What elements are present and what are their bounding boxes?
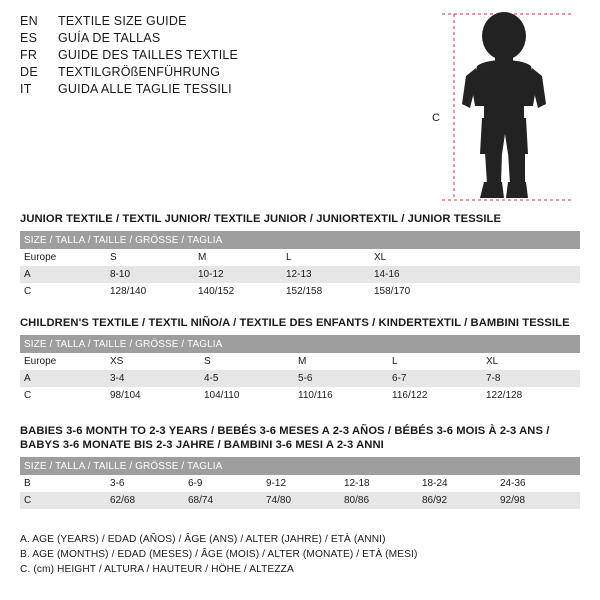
row-label: B <box>24 478 31 489</box>
cell: 158/170 <box>374 286 411 297</box>
cell: 86/92 <box>422 495 448 506</box>
language-title: GUÍA DE TALLAS <box>58 31 161 45</box>
language-code: IT <box>20 82 32 96</box>
cell: L <box>392 356 398 367</box>
cell: 6-9 <box>188 478 203 489</box>
section-title: CHILDREN'S TEXTILE / TEXTIL NIÑO/A / TEXTILE DES ENFANTS / KINDERTEXTIL / BAMBINI TESSILE <box>20 317 570 329</box>
cell: 116/122 <box>392 390 428 401</box>
cell: 10-12 <box>198 269 224 280</box>
language-header <box>20 14 440 99</box>
language-row <box>20 82 440 96</box>
cell: 92/98 <box>500 495 526 506</box>
cell: 6-7 <box>392 373 407 384</box>
section-junior <box>20 212 580 300</box>
legend-notes <box>20 533 580 577</box>
cell: M <box>198 252 207 263</box>
table-row <box>20 370 580 387</box>
cell: M <box>298 356 307 367</box>
cell: 24-36 <box>500 478 526 489</box>
language-code: DE <box>20 65 38 79</box>
section-title: BABIES 3-6 MONTH TO 2-3 YEARS / BEBÉS 3-6 MESES A 2-3 AÑOS / BÉBÉS 3-6 MOIS À 2-3 ANS / BABYS 3-6 MONATE BIS 2-3 JAHRE / BAMBINI 3-6 MESI A 2-3 ANNI <box>20 425 550 451</box>
cell: 110/116 <box>298 390 333 401</box>
cell: 122/128 <box>486 390 523 401</box>
cell: 12-18 <box>344 478 370 489</box>
cell: 68/74 <box>188 495 214 506</box>
cell: 140/152 <box>198 286 235 297</box>
cell: 8-10 <box>110 269 131 280</box>
row-label: A <box>24 373 31 384</box>
table-header-label: SIZE / TALLA / TAILLE / GRÖSSE / TAGLIA <box>24 234 223 246</box>
size-table-children <box>20 335 580 404</box>
cell: 128/140 <box>110 286 147 297</box>
cell: 5-6 <box>298 373 313 384</box>
table-header-label: SIZE / TALLA / TAILLE / GRÖSSE / TAGLIA <box>24 338 223 350</box>
language-title: GUIDA ALLE TAGLIE TESSILI <box>58 82 232 96</box>
cell-empty <box>462 266 580 283</box>
size-table-junior <box>20 231 580 300</box>
cell: 74/80 <box>266 495 292 506</box>
language-code: ES <box>20 31 38 45</box>
table-header-label: SIZE / TALLA / TAILLE / GRÖSSE / TAGLIA <box>24 460 223 472</box>
cell: 80/86 <box>344 495 370 506</box>
table-row <box>20 249 580 266</box>
cell: L <box>286 252 292 263</box>
section-babies <box>20 424 580 509</box>
table-row <box>20 492 580 509</box>
cell: 3-6 <box>110 478 125 489</box>
cell: S <box>110 252 117 263</box>
table-header-row <box>20 335 580 353</box>
table-row <box>20 475 580 492</box>
legend-note: A. AGE (YEARS) / EDAD (AÑOS) / ÂGE (ANS) / ALTER (JAHRE) / ETÀ (ANNI) <box>20 534 386 545</box>
toddler-silhouette-icon <box>432 8 582 208</box>
row-label: Europe <box>24 252 57 263</box>
language-code: FR <box>20 48 38 62</box>
cell: S <box>204 356 211 367</box>
cell: 98/104 <box>110 390 141 401</box>
cell: 12-13 <box>286 269 312 280</box>
cell: 14-16 <box>374 269 400 280</box>
cell: 62/68 <box>110 495 136 506</box>
language-row <box>20 31 440 45</box>
cell: XL <box>486 356 499 367</box>
cell-empty <box>462 283 580 300</box>
table-row <box>20 283 580 300</box>
row-label: A <box>24 269 31 280</box>
row-label: Europe <box>24 356 57 367</box>
cell: 104/110 <box>204 390 240 401</box>
cell: 9-12 <box>266 478 287 489</box>
language-row <box>20 14 440 28</box>
legend-note: B. AGE (MONTHS) / EDAD (MESES) / ÂGE (MOIS) / ALTER (MONATE) / ETÀ (MESI) <box>20 548 418 560</box>
row-label: C <box>24 286 32 297</box>
language-row <box>20 48 440 62</box>
table-row <box>20 353 580 370</box>
cell: XL <box>374 252 387 263</box>
section-title: JUNIOR TEXTILE / TEXTIL JUNIOR/ TEXTILE JUNIOR / JUNIORTEXTIL / JUNIOR TESSILE <box>20 213 502 225</box>
row-label: C <box>24 390 32 401</box>
cell: 7-8 <box>486 373 501 384</box>
table-row <box>20 387 580 404</box>
table-header-row <box>20 231 580 249</box>
language-title: GUIDE DES TAILLES TEXTILE <box>58 48 239 62</box>
section-children <box>20 316 580 404</box>
cell: 152/158 <box>286 286 323 297</box>
cell: 3-4 <box>110 373 125 384</box>
cell-empty <box>462 249 580 266</box>
language-title: TEXTILE SIZE GUIDE <box>58 14 187 28</box>
cell: 4-5 <box>204 373 219 384</box>
legend-note: C. (cm) HEIGHT / ALTURA / HAUTEUR / HÖHE / ALTEZZA <box>20 563 294 575</box>
cell: XS <box>110 356 124 367</box>
table-header-row <box>20 457 580 475</box>
cell: 18-24 <box>422 478 448 489</box>
language-code: EN <box>20 14 38 28</box>
measurement-figure <box>432 8 582 208</box>
measurement-label-c: C <box>432 112 440 124</box>
row-label: C <box>24 495 32 506</box>
size-table-babies <box>20 457 580 509</box>
table-row <box>20 266 580 283</box>
language-row <box>20 65 440 79</box>
language-title: TEXTILGRÖßENFÜHRUNG <box>58 65 221 79</box>
